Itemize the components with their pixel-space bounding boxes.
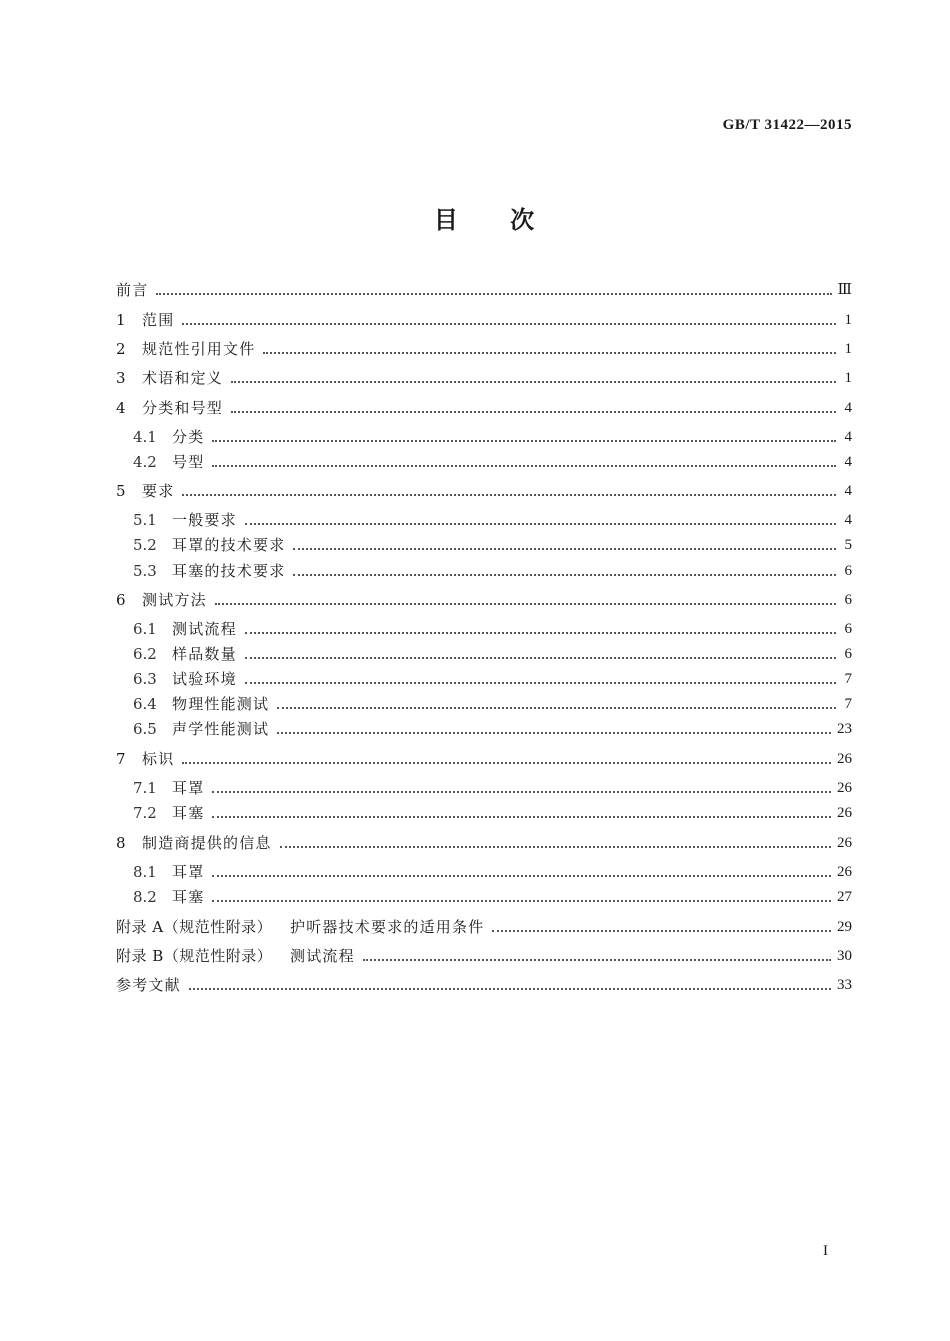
toc-entry-title: 分类和号型 (142, 399, 224, 417)
toc-entry-title: 号型 (172, 453, 205, 471)
toc-entry-page: 4 (844, 429, 852, 445)
toc-entry-number: 附录 A（规范性附录） (116, 918, 273, 936)
toc-entry-title: 物理性能测试 (172, 695, 270, 713)
toc-entry-7-1[interactable] (133, 777, 852, 799)
toc-entry-7[interactable] (116, 748, 852, 770)
toc-entry-number: 6.3 (133, 670, 157, 688)
toc-entry-4[interactable] (116, 397, 852, 419)
toc-entry-4-2[interactable] (133, 451, 852, 473)
toc-entry-number: 6.5 (133, 720, 157, 738)
toc-entry-title: 前言 (116, 281, 149, 299)
toc-entry-title: 规范性引用文件 (142, 340, 256, 358)
toc-entry-title: 耳罩 (172, 779, 205, 797)
standard-code: GB/T 31422—2015 (722, 117, 852, 133)
toc-entry-bibliography[interactable] (116, 974, 852, 996)
toc-entry-page: 33 (837, 977, 852, 993)
toc-entry-title: 耳塞 (172, 804, 205, 822)
toc-entry-number: 5.3 (133, 562, 157, 580)
toc-entry-page: 26 (837, 805, 852, 821)
toc-entry-page: 23 (837, 721, 852, 737)
toc-entry-title: 护听器技术要求的适用条件 (290, 918, 485, 936)
toc-entry-7-2[interactable] (133, 802, 852, 824)
toc-entry-number: 4.2 (133, 453, 157, 471)
toc-entry-title: 耳罩 (172, 863, 205, 881)
toc-entry-title: 制造商提供的信息 (142, 834, 272, 852)
toc-entry-title: 样品数量 (172, 645, 237, 663)
toc-entry-number: 8 (116, 834, 126, 852)
dot-leader (245, 682, 836, 684)
toc-entry-5[interactable] (116, 480, 852, 502)
toc-entry-foreword[interactable] (116, 279, 852, 301)
toc-entry-title: 耳罩的技术要求 (172, 536, 286, 554)
dot-leader (215, 603, 836, 605)
toc-entry-title: 声学性能测试 (172, 720, 270, 738)
dot-leader (245, 523, 836, 525)
dot-leader (245, 657, 836, 659)
toc-entry-number: 5.1 (133, 511, 157, 529)
dot-leader (212, 875, 831, 877)
toc-entry-page: 7 (844, 671, 852, 687)
toc-entry-number: 2 (116, 340, 126, 358)
toc-entry-title: 术语和定义 (142, 369, 224, 387)
toc-entry-title: 测试流程 (290, 947, 355, 965)
toc-entry-5-3[interactable] (133, 560, 852, 582)
toc-entry-number: 5 (116, 482, 126, 500)
dot-leader (363, 959, 831, 961)
dot-leader (263, 352, 836, 354)
toc-entry-page: 4 (844, 400, 852, 416)
toc-entry-page: 1 (844, 312, 852, 328)
toc-entry-annex-a[interactable] (116, 916, 852, 938)
toc-entry-title: 要求 (142, 482, 175, 500)
dot-leader (212, 900, 831, 902)
toc-entry-8-1[interactable] (133, 861, 852, 883)
toc-entry-5-2[interactable] (133, 534, 852, 556)
toc-entry-title: 分类 (172, 428, 205, 446)
toc-entry-title: 一般要求 (172, 511, 237, 529)
toc-entry-title: 耳塞的技术要求 (172, 562, 286, 580)
toc-entry-page: 1 (844, 370, 852, 386)
toc-entry-6-1[interactable] (133, 618, 852, 640)
toc-entry-number: 7 (116, 750, 126, 768)
toc-entry-5-1[interactable] (133, 509, 852, 531)
toc-entry-page: 5 (844, 537, 852, 553)
toc-entry-number: 6.1 (133, 620, 157, 638)
toc-entry-page: 26 (837, 864, 852, 880)
dot-leader (492, 930, 831, 932)
dot-leader (293, 574, 836, 576)
toc-entry-number: 6 (116, 591, 126, 609)
dot-leader (189, 988, 831, 990)
toc-entry-number: 6.2 (133, 645, 157, 663)
toc-entry-4-1[interactable] (133, 426, 852, 448)
toc-entry-6-2[interactable] (133, 643, 852, 665)
toc-entry-page: 26 (837, 835, 852, 851)
toc-entry-page: 26 (837, 780, 852, 796)
dot-leader (280, 846, 831, 848)
toc-entry-title: 标识 (142, 750, 175, 768)
dot-leader (277, 732, 831, 734)
page-title: 目 次 (433, 206, 535, 234)
toc-entry-title: 参考文献 (116, 976, 181, 994)
toc-entry-page: 26 (837, 751, 852, 767)
dot-leader (212, 440, 836, 442)
toc-entry-6-4[interactable] (133, 693, 852, 715)
toc-entry-number: 5.2 (133, 536, 157, 554)
toc-entry-number: 附录 B（规范性附录） (116, 947, 273, 965)
toc-entry-number: 8.1 (133, 863, 157, 881)
toc-entry-number: 4 (116, 399, 126, 417)
dot-leader (156, 293, 831, 295)
dot-leader (293, 548, 836, 550)
toc-entry-page: Ⅲ (837, 282, 852, 298)
toc-entry-6[interactable] (116, 589, 852, 611)
toc-entry-title: 范围 (142, 311, 175, 329)
dot-leader (182, 323, 836, 325)
toc-entry-page: 6 (844, 621, 852, 637)
toc-entry-title: 测试方法 (142, 591, 207, 609)
dot-leader (212, 816, 831, 818)
toc-entry-number: 8.2 (133, 888, 157, 906)
toc-entry-number: 3 (116, 369, 126, 387)
toc-entry-number: 7.2 (133, 804, 157, 822)
toc-entry-page: 4 (844, 512, 852, 528)
toc-entry-number: 6.4 (133, 695, 157, 713)
toc-entry-8[interactable] (116, 832, 852, 854)
toc-entry-page: 29 (837, 919, 852, 935)
toc-entry-page: 30 (837, 948, 852, 964)
dot-leader (212, 791, 831, 793)
toc-entry-number: 1 (116, 311, 126, 329)
page-number: I (823, 1243, 828, 1259)
toc-entry-title: 测试流程 (172, 620, 237, 638)
toc-entry-title: 试验环境 (172, 670, 237, 688)
toc-entry-1[interactable] (116, 309, 852, 331)
dot-leader (231, 411, 836, 413)
toc-entry-annex-b[interactable] (116, 945, 852, 967)
dot-leader (182, 762, 831, 764)
toc-entry-page: 6 (844, 592, 852, 608)
toc-entry-6-3[interactable] (133, 668, 852, 690)
dot-leader (212, 465, 836, 467)
toc-entry-page: 27 (837, 889, 852, 905)
toc-entry-number: 7.1 (133, 779, 157, 797)
toc-entry-page: 6 (844, 646, 852, 662)
dot-leader (182, 494, 836, 496)
toc-entry-title: 耳塞 (172, 888, 205, 906)
toc-entry-page: 1 (844, 341, 852, 357)
toc-entry-2[interactable] (116, 338, 852, 360)
toc-entry-page: 4 (844, 483, 852, 499)
toc-entry-page: 6 (844, 563, 852, 579)
dot-leader (245, 632, 836, 634)
toc-entry-page: 7 (844, 696, 852, 712)
dot-leader (277, 707, 836, 709)
toc-entry-3[interactable] (116, 367, 852, 389)
dot-leader (231, 381, 836, 383)
toc-entry-page: 4 (844, 454, 852, 470)
toc-entry-number: 4.1 (133, 428, 157, 446)
toc-entry-6-5[interactable] (133, 718, 852, 740)
toc-entry-8-2[interactable] (133, 886, 852, 908)
